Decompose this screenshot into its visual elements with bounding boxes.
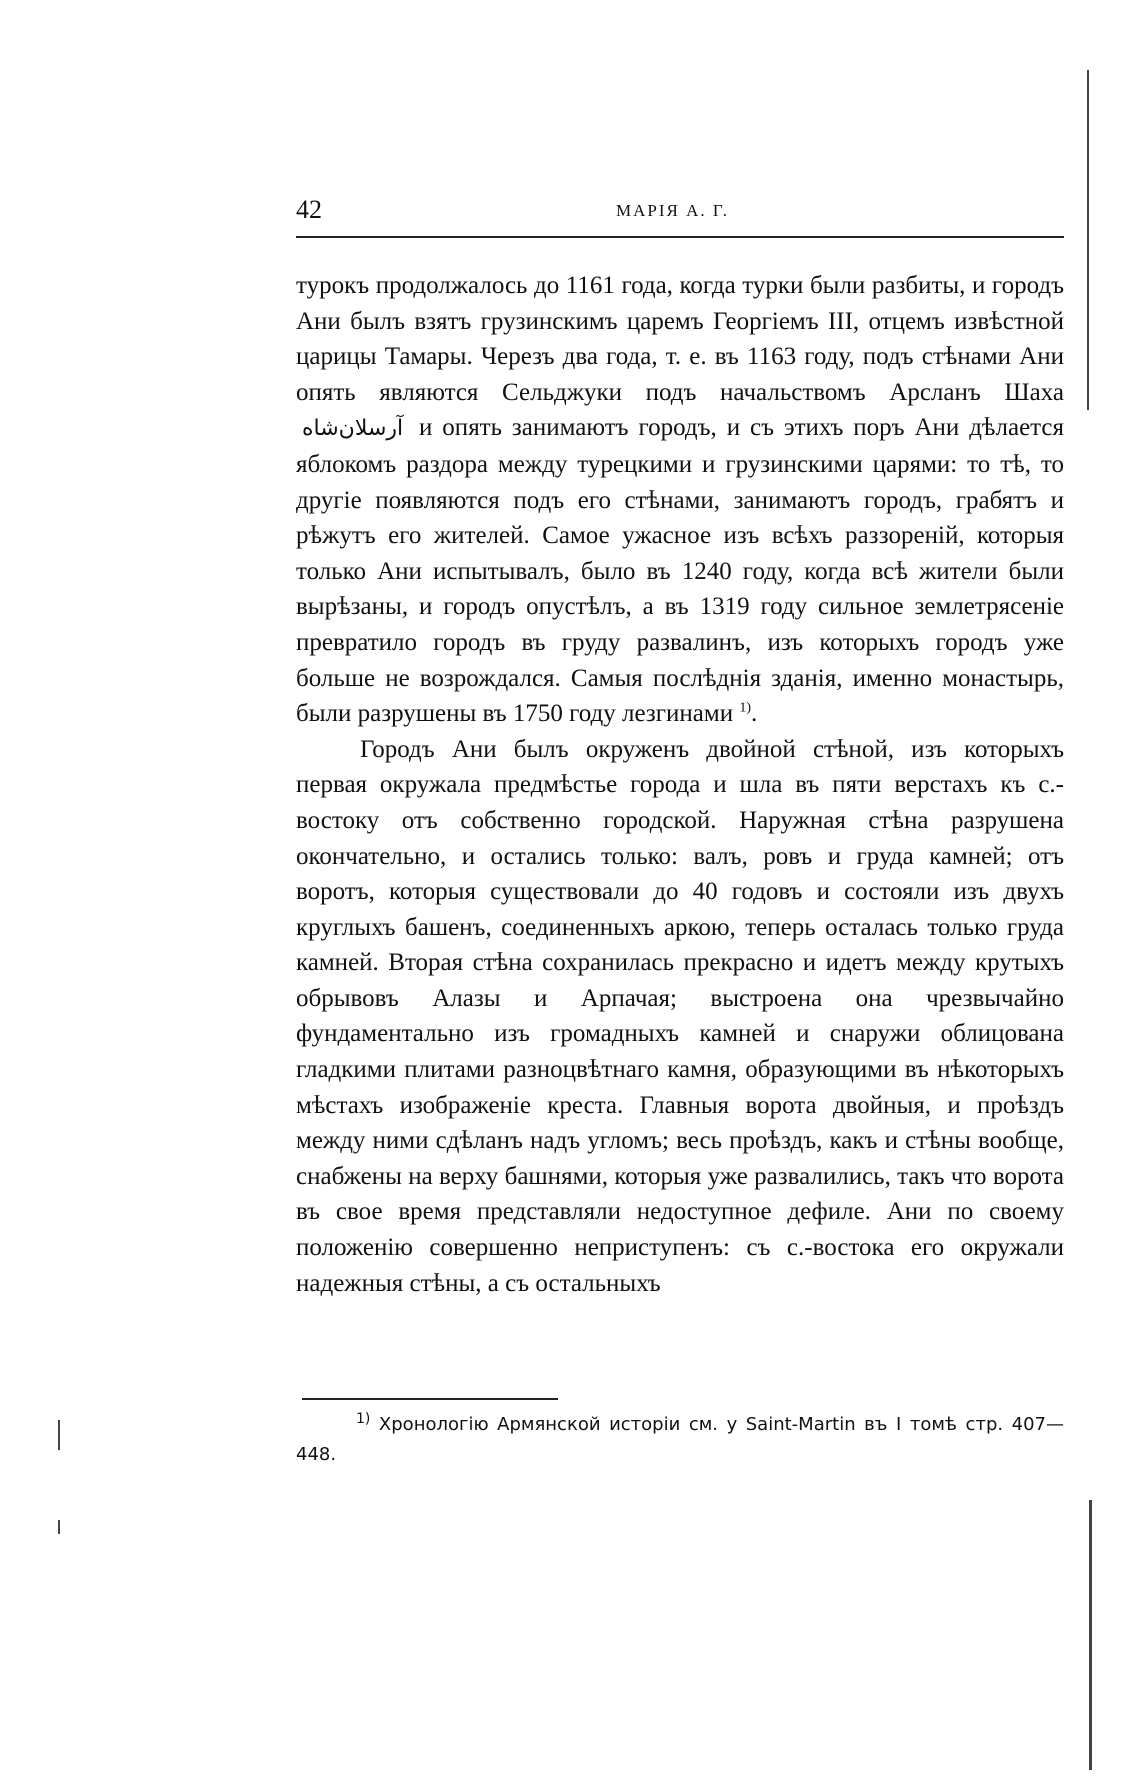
paragraph-2: Городъ Ани былъ окруженъ двойной стѣной, изъ которыхъ первая окружала предмѣстье города и шла въ пяти верстахъ къ с.-востоку отъ собственно городской. Наружная стѣна разрушена окончательно, и остались только: валъ, ровъ и груда камней; отъ воротъ, которыя существовали до 40 годовъ и состояли изъ двухъ круглыхъ башенъ, соединенныхъ аркою, теперь осталась только груда камней. Вторая стѣна сохранилась прекрасно и идетъ между крутыхъ обрывовъ Алазы и Арпачая; выстроена она чрезвычайно фундаментально изъ громадныхъ камней и снаружи облицована гладкими плитами разноцвѣтнаго камня, образующими въ нѣкоторыхъ мѣстахъ изображеніе креста. Главныя ворота двойныя, и проѣздъ между ними сдѣланъ надъ угломъ; весь проѣздъ, какъ и стѣны вообще, снабжены на верху башнями, которыя уже развалились, такъ что ворота въ свое время представляли недоступное дефиле. Ани по своему положенію совершенно неприступенъ: съ с.-востока его окружали надежныя стѣны, а съ остальныхъ	[296, 735, 1064, 1297]
footnote-number: 1)	[356, 1411, 371, 1427]
paragraph-1	[296, 268, 1064, 732]
scan-edge-line-left	[58, 1420, 60, 1450]
header-rule	[296, 236, 1064, 238]
footnote	[296, 1410, 1064, 1470]
footnote-text: Хронологію Армянской исторіи см. у Saint-Martin въ I томѣ стр. 407—448.	[296, 1414, 1064, 1465]
main-text	[296, 268, 1064, 1301]
paragraph-1-end: .	[751, 700, 758, 728]
footnote-paragraph	[296, 1410, 1064, 1470]
scan-edge-line-right-lower	[1089, 1500, 1092, 1770]
page-number: 42	[296, 195, 322, 224]
page-header	[296, 195, 1064, 235]
footnote-marker: 1)	[739, 700, 752, 716]
paragraph-1-text-b: и опять занимаютъ городъ, и съ этихъ поръ Ани дѣлается яблокомъ раздора между турецкими и грузинскими царями: то тѣ, то другіе появляются подъ его стѣнами, занимаютъ городъ, грабятъ и рѣжутъ его жителей. Самое ужасное изъ всѣхъ раззореній, которыя только Ани испытывалъ, было въ 1240 году, когда всѣ жители были вырѣзаны, и городъ опустѣлъ, а въ 1319 году сильное землетрясеніе превратило городъ въ груду развалинъ, изъ которыхъ городъ уже больше не возрождался. Самыя послѣднія зданія, именно монастырь, были разрушены въ 1750 году лезгинами	[296, 414, 1065, 728]
arabic-name: آرسلان‌شاه	[302, 416, 404, 442]
scan-edge-line-left-2	[58, 1520, 60, 1534]
scan-edge-line-right	[1087, 70, 1089, 410]
paragraph-1-text-a: турокъ продолжалось до 1161 года, когда турки были разбиты, и городъ Ани былъ взятъ грузинскимъ царемъ Георгіемъ III, отцемъ извѣстной царицы Тамары. Черезъ два года, т. е. въ 1163 году, подъ стѣнами Ани опять являются Сельджуки подъ начальствомъ Арсланъ Шаха	[296, 272, 1064, 406]
footnote-rule	[302, 1398, 558, 1400]
running-title: МАРІЯ А. Г.	[616, 201, 730, 220]
